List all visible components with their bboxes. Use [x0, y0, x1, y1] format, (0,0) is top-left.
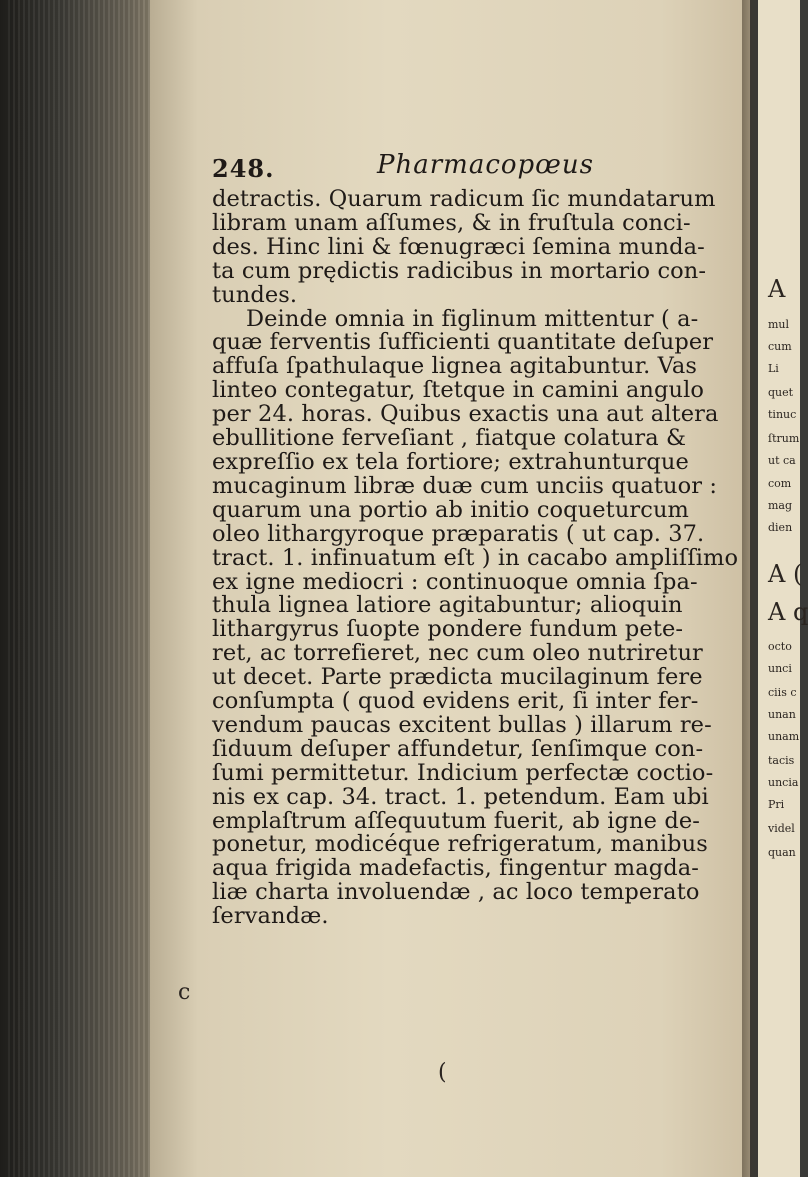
- text-line: nis ex cap. 34. tract. 1. petendum. Eam ubi: [212, 783, 709, 810]
- text-line: ſervandæ.: [212, 903, 329, 930]
- text-line: liæ charta involuendæ , ac loco temperato: [212, 879, 700, 906]
- text-line: ta cum prędictis radicibus in mortario con-: [212, 257, 707, 284]
- next-page-fragment: unan: [768, 708, 796, 721]
- text-line: thula lignea latiore agitabuntur; alioquin: [212, 592, 683, 619]
- page-edge-stripes: [8, 0, 158, 1177]
- text-line: expreſſio ex tela fortiore; extrahunturque: [212, 448, 689, 475]
- running-head: Pharmacopœus: [377, 150, 594, 180]
- next-page-fragment: Li: [768, 362, 779, 375]
- text-line: mucaginum libræ duæ cum unciis quatuor :: [212, 472, 718, 499]
- next-page-fragment: Pri: [768, 798, 785, 811]
- next-page-fragment: quan: [768, 846, 796, 859]
- text-line: tundes.: [212, 281, 298, 308]
- margin-mark: c: [178, 980, 191, 1005]
- next-page-fragment: dien: [768, 521, 793, 534]
- next-page-fragment: ſtrum: [768, 432, 800, 445]
- next-page-fragment: quet: [768, 386, 794, 399]
- text-line: ebullitione ferveſiant , fiatque colatura &: [212, 425, 687, 452]
- text-line: ret, ac torrefieret, nec cum oleo nutriretur: [212, 640, 703, 667]
- next-page-edge: [758, 0, 808, 1177]
- next-page-fragment: A: [768, 275, 786, 303]
- next-page-fragment: uncia: [768, 776, 799, 789]
- body-text: [212, 186, 739, 930]
- text-line: affuſa ſpathulaque lignea agitabuntur. Vas: [212, 353, 698, 380]
- text-line: ut decet. Parte prædicta mucilaginum fere: [212, 664, 703, 691]
- text-line: aqua frigida madefactis, fingentur magda-: [212, 855, 699, 882]
- next-page-fragment: A (: [768, 560, 803, 588]
- next-page-fragment: com: [768, 477, 792, 490]
- text-line: ex igne mediocri : continuoque omnia ſpa-: [212, 568, 698, 595]
- next-page-fragment: tinuc: [768, 408, 797, 421]
- page-number: 248.: [212, 154, 275, 183]
- text-line: libram unam aſſumes, & in fruſtula conci-: [212, 209, 691, 236]
- next-page-fragment: mag: [768, 499, 793, 512]
- text-line: vendum paucas excitent bullas ) illarum re-: [212, 711, 712, 738]
- text-line: detractis. Quarum radicum ſic mundatarum: [212, 186, 716, 212]
- next-page-fragment: ciis c: [768, 686, 797, 699]
- text-line: emplaſtrum aſſequutum fuerit, ab igne de-: [212, 807, 700, 834]
- next-page-fragment: cum: [768, 340, 792, 353]
- next-page-fragment: A q: [768, 598, 808, 626]
- text-line: linteo contegatur, ſtetque in camini angulo: [212, 377, 705, 404]
- text-line: ſiduum deſuper affundetur, ſenſimque con-: [212, 735, 704, 762]
- next-page-fragment: unam: [768, 730, 800, 743]
- text-line: ſumi permittetur. Indicium perfectæ coctio-: [212, 759, 714, 786]
- text-line: oleo lithargyroque præparatis ( ut cap. 37.: [212, 520, 705, 547]
- page-header: [212, 150, 712, 188]
- text-line: per 24. horas. Quibus exactis una aut altera: [212, 401, 719, 428]
- next-page-fragment: videl: [768, 822, 795, 835]
- text-line: quarum una portio ab initio coqueturcum: [212, 496, 689, 523]
- text-line: Deinde omnia in figlinum mittentur ( a-: [246, 305, 699, 332]
- next-page-fragment: octo: [768, 640, 792, 653]
- text-line: lithargyrus ſuopte pondere fundum pete-: [212, 616, 684, 643]
- text-line: tract. 1. infinuatum eſt ) in cacabo ampliſſimo: [212, 544, 739, 571]
- next-page-fragment: tacis: [768, 754, 795, 767]
- next-page-fragment: mul: [768, 318, 790, 331]
- text-line: conſumpta ( quod evidens erit, ſi inter fer-: [212, 688, 699, 715]
- next-page-fragment: unci: [768, 662, 792, 675]
- text-line: des. Hinc lini & fœnugræci ſemina munda-: [212, 233, 705, 260]
- next-page-fragment: ut ca: [768, 454, 796, 467]
- margin-mark: (: [438, 1060, 447, 1085]
- text-line: ponetur, modicéque refrigeratum, manibus: [212, 831, 708, 858]
- page-text: [212, 150, 739, 930]
- text-line: quæ ferventis ſufficienti quantitate deſuper: [212, 329, 714, 356]
